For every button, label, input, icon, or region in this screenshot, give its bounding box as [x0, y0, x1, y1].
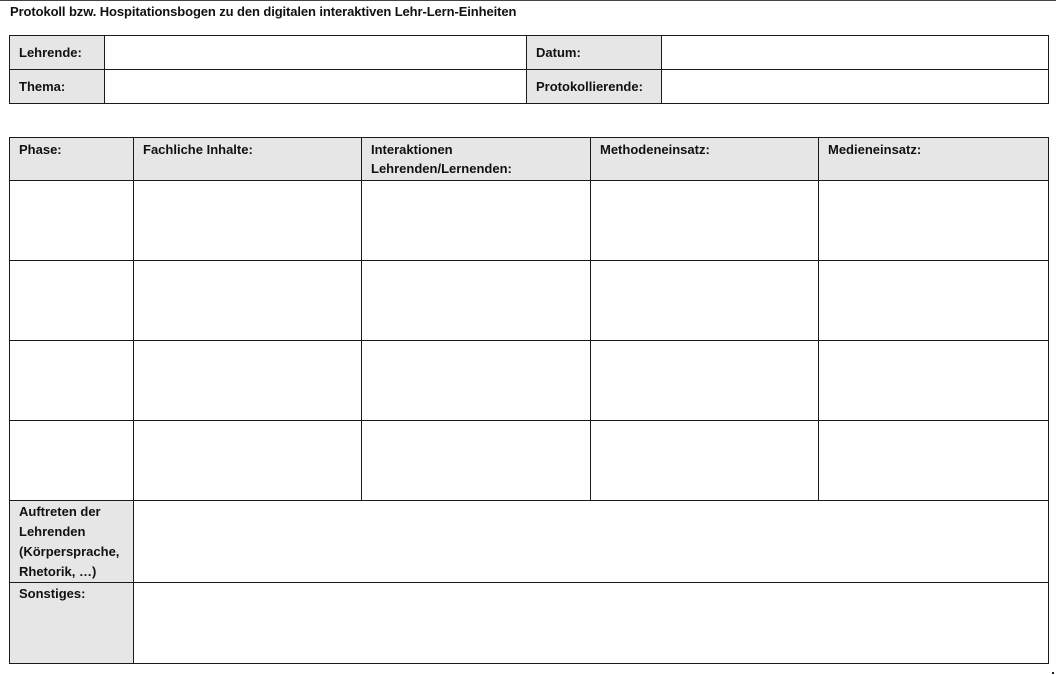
auftreten-label-line3: (Körpersprache, — [19, 544, 120, 559]
sonstiges-label: Sonstiges: — [19, 586, 86, 601]
protocol-row — [10, 181, 1049, 261]
protokollierende-label-cell — [527, 70, 662, 104]
info-row-lehrende — [10, 36, 1049, 70]
info-table — [9, 35, 1049, 104]
protocol-header-row — [10, 138, 1049, 181]
auftreten-field[interactable] — [134, 501, 1049, 583]
datum-label-cell — [527, 36, 662, 70]
cell-fachliche-inhalte[interactable] — [134, 421, 362, 501]
page-mark-dot — [1052, 672, 1054, 674]
cell-phase[interactable] — [10, 341, 134, 421]
auftreten-row — [10, 501, 1049, 583]
auftreten-label-cell — [10, 501, 134, 583]
auftreten-label — [10, 501, 133, 582]
cell-interaktionen[interactable] — [362, 181, 591, 261]
info-row-thema — [10, 70, 1049, 104]
cell-interaktionen[interactable] — [362, 261, 591, 341]
protocol-row — [10, 421, 1049, 501]
cell-phase[interactable] — [10, 261, 134, 341]
thema-field[interactable] — [105, 70, 527, 104]
datum-field[interactable] — [662, 36, 1049, 70]
auftreten-label-line2: Lehrenden — [19, 524, 86, 539]
sonstiges-field[interactable] — [134, 583, 1049, 664]
header-interaktionen — [362, 138, 591, 181]
header-phase-label: Phase: — [19, 142, 62, 157]
cell-methodeneinsatz[interactable] — [591, 181, 819, 261]
sonstiges-row — [10, 583, 1049, 664]
thema-label-cell — [10, 70, 105, 104]
cell-medieneinsatz[interactable] — [819, 421, 1049, 501]
header-medieneinsatz-label: Medieneinsatz: — [828, 142, 922, 157]
header-medieneinsatz — [819, 138, 1049, 181]
protokollierende-field[interactable] — [662, 70, 1049, 104]
cell-methodeneinsatz[interactable] — [591, 261, 819, 341]
lehrende-label: Lehrende: — [19, 44, 82, 60]
cell-phase[interactable] — [10, 181, 134, 261]
header-methodeneinsatz — [591, 138, 819, 181]
cell-phase[interactable] — [10, 421, 134, 501]
header-phase — [10, 138, 134, 181]
cell-medieneinsatz[interactable] — [819, 341, 1049, 421]
header-interaktionen-line1: Interaktionen — [371, 142, 453, 157]
header-fachliche-inhalte-label: Fachliche Inhalte: — [143, 142, 253, 157]
cell-fachliche-inhalte[interactable] — [134, 341, 362, 421]
protocol-row — [10, 261, 1049, 341]
cell-medieneinsatz[interactable] — [819, 261, 1049, 341]
lehrende-field[interactable] — [105, 36, 527, 70]
thema-label: Thema: — [19, 78, 66, 94]
cell-methodeneinsatz[interactable] — [591, 421, 819, 501]
header-fachliche-inhalte — [134, 138, 362, 181]
cell-fachliche-inhalte[interactable] — [134, 261, 362, 341]
header-interaktionen-line2: Lehrenden/Lernenden: — [371, 161, 512, 176]
header-methodeneinsatz-label: Methodeneinsatz: — [600, 142, 710, 157]
datum-label: Datum: — [536, 44, 581, 60]
auftreten-label-line1: Auftreten der — [19, 504, 101, 519]
top-border-rule — [0, 0, 1056, 1]
cell-methodeneinsatz[interactable] — [591, 341, 819, 421]
cell-interaktionen[interactable] — [362, 421, 591, 501]
document-title: Protokoll bzw. Hospitationsbogen zu den digitalen interaktiven Lehr-Lern-Einheiten — [10, 4, 517, 19]
cell-medieneinsatz[interactable] — [819, 181, 1049, 261]
sonstiges-label-cell — [10, 583, 134, 664]
header-interaktionen-label — [362, 138, 590, 180]
protocol-table — [9, 137, 1049, 664]
cell-fachliche-inhalte[interactable] — [134, 181, 362, 261]
lehrende-label-cell — [10, 36, 105, 70]
protokollierende-label: Protokollierende: — [536, 78, 643, 94]
protocol-row — [10, 341, 1049, 421]
cell-interaktionen[interactable] — [362, 341, 591, 421]
auftreten-label-line4: Rhetorik, …) — [19, 564, 97, 579]
